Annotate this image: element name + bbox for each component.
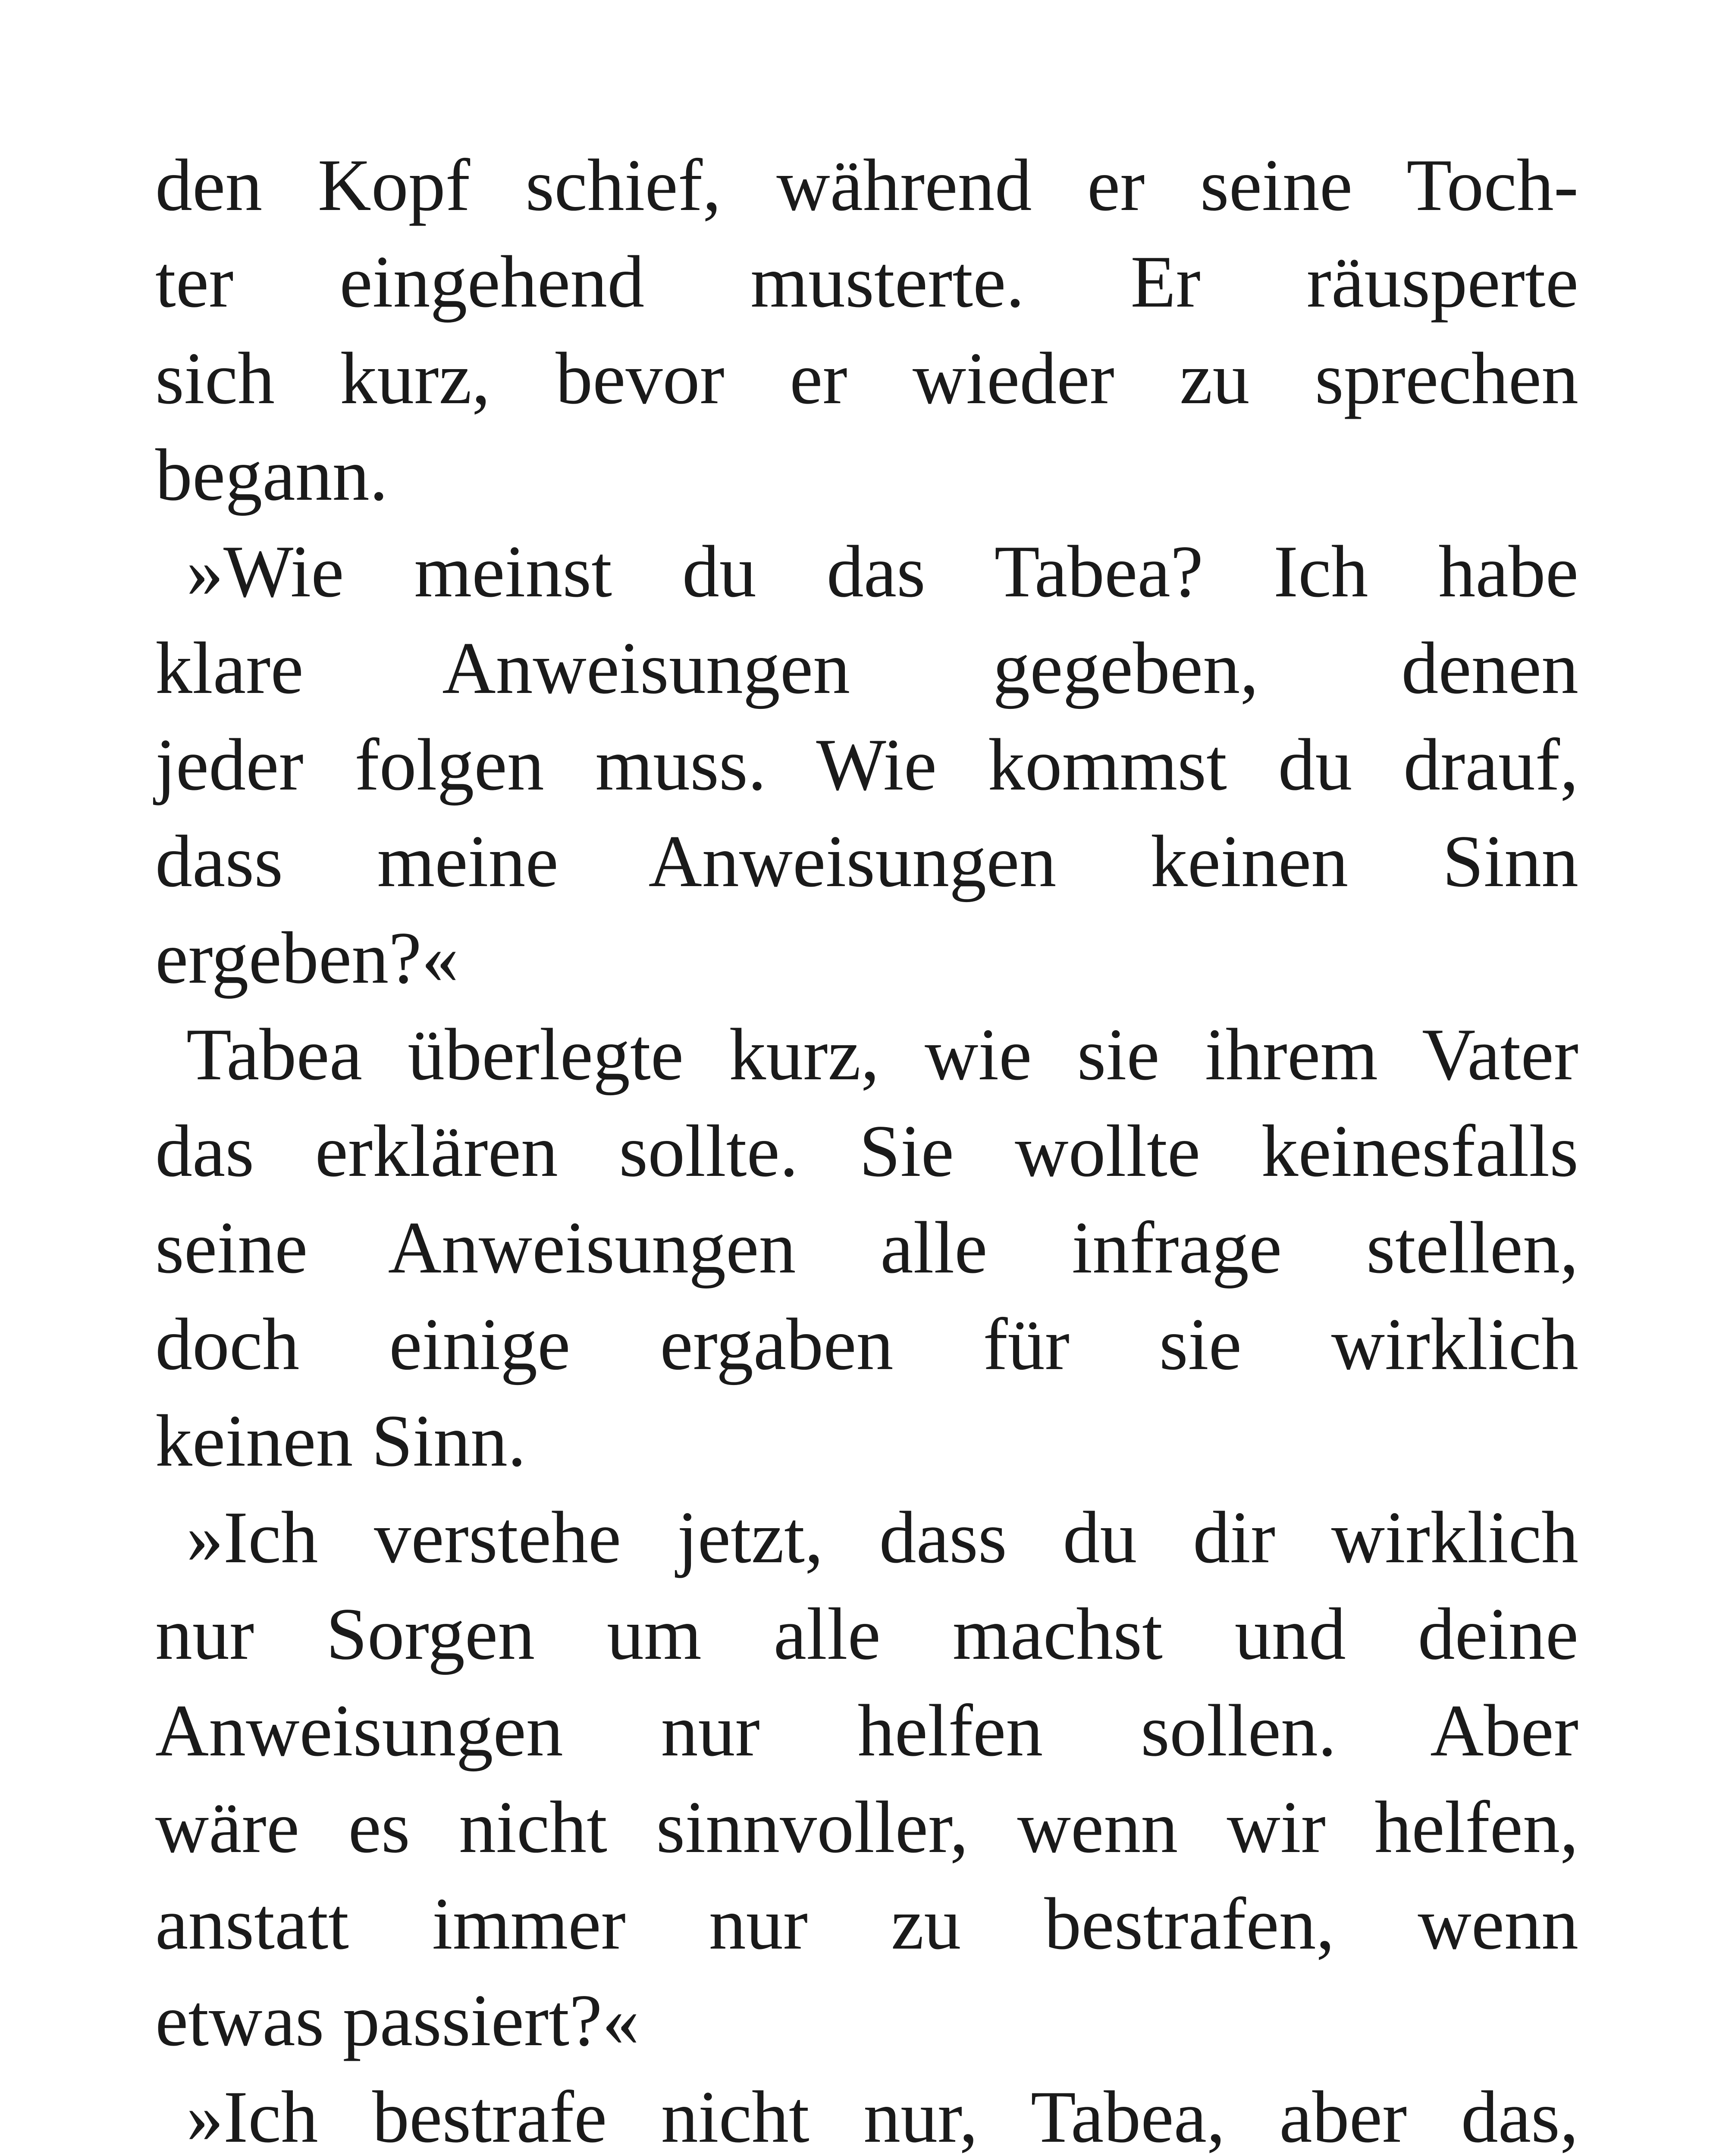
text-line: ter eingehend musterte. Er räusperte: [155, 241, 1578, 323]
text-line: das erklären sollte. Sie wollte keinesfalls: [155, 1110, 1578, 1192]
text-line: »Wie meinst du das Tabea? Ich habe: [186, 531, 1578, 613]
text-line: begann.: [155, 434, 388, 516]
text-line: etwas passiert?«: [155, 1980, 640, 2062]
text-line: keinen Sinn.: [155, 1400, 526, 1482]
text-line: »Ich bestrafe nicht nur, Tabea, aber das,: [186, 2076, 1578, 2156]
text-line: den Kopf schief, während er seine Toch-: [155, 144, 1578, 226]
text-line: dass meine Anweisungen keinen Sinn: [155, 821, 1578, 903]
text-line: klare Anweisungen gegeben, denen: [155, 627, 1578, 709]
text-line: Anweisungen nur helfen sollen. Aber: [155, 1690, 1578, 1772]
text-line: anstatt immer nur zu bestrafen, wenn: [155, 1883, 1578, 1965]
text-line: seine Anweisungen alle infrage stellen,: [155, 1207, 1578, 1289]
text-line: »Ich verstehe jetzt, dass du dir wirklich: [186, 1497, 1578, 1579]
text-line: doch einige ergaben für sie wirklich: [155, 1304, 1578, 1385]
text-line: sich kurz, bevor er wieder zu sprechen: [155, 338, 1578, 420]
text-line: Tabea überlegte kurz, wie sie ihrem Vater: [186, 1014, 1578, 1096]
text-line: nur Sorgen um alle machst und deine: [155, 1593, 1578, 1675]
body-text: [155, 137, 1578, 2156]
text-line: ergeben?«: [155, 917, 459, 999]
text-line: jeder folgen muss. Wie kommst du drauf,: [155, 724, 1578, 806]
text-line: wäre es nicht sinnvoller, wenn wir helfen,: [155, 1786, 1578, 1868]
